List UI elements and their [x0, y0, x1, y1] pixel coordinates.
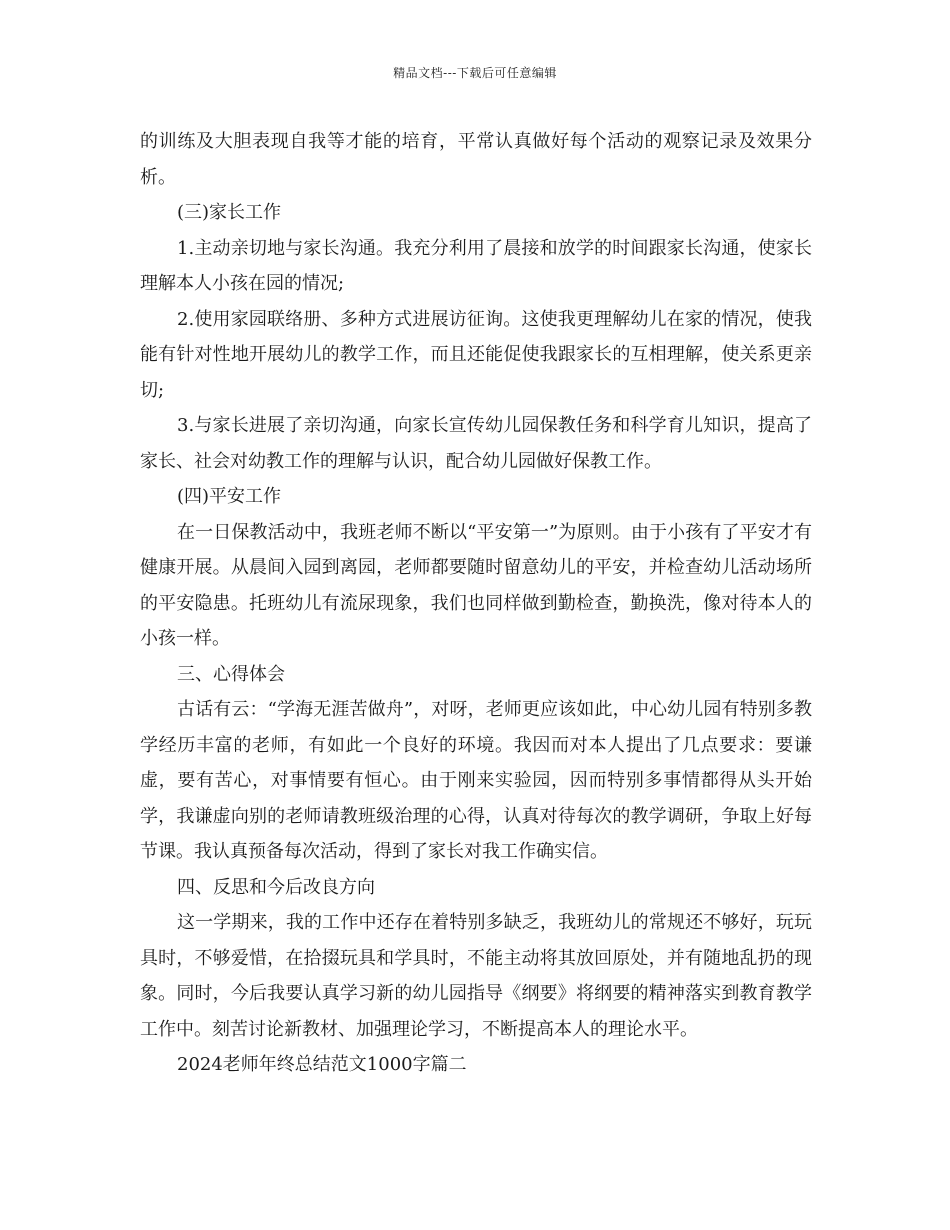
paragraph-parents-3: 3.与家长进展了亲切沟通，向家长宣传幼儿园保教任务和科学育儿知识，提高了家长、社会对幼教工作的理解与认识，配合幼儿园做好保教工作。 — [140, 415, 812, 472]
paragraph-safety: 在一日保教活动中，我班老师不断以“平安第一”为原则。由于小孩有了平安才有健康开展。从晨间入园到离园，老师都要随时留意幼儿的平安，并检查幼儿活动场所的平安隐患。托班幼儿有流尿现象，我们也同样做到勤检查，勤换洗，像对待本人的小孩一样。 — [140, 521, 812, 649]
document-body — [140, 124, 812, 1083]
paragraph-parents-2: 2.使用家园联络册、多种方式进展访征询。这使我更理解幼儿在家的情况，使我能有针对性地开展幼儿的教学工作，而且还能促使我跟家长的互相理解，使关系更亲切; — [140, 308, 812, 401]
section-title-part-two: 2024老师年终总结范文1000字篇二 — [177, 1054, 467, 1075]
section-heading-safety: (四)平安工作 — [177, 486, 282, 507]
paragraph-parents-1: 1.主动亲切地与家长沟通。我充分利用了晨接和放学的时间跟家长沟通，使家长理解本人小孩在园的情况; — [140, 237, 812, 294]
paragraph-reflection: 这一学期来，我的工作中还存在着特别多缺乏，我班幼儿的常规还不够好，玩玩具时，不够爱惜，在拾掇玩具和学具时，不能主动将其放回原处，并有随地乱扔的现象。同时，今后我要认真学习新的幼儿园指导《纲要》将纲要的精神落实到教育教学工作中。刻苦讨论新教材、加强理论学习，不断提高本人的理论水平。 — [140, 912, 812, 1040]
section-heading-reflection: 四、反思和今后改良方向 — [177, 876, 375, 898]
section-heading-experience: 三、心得体会 — [177, 663, 285, 685]
paragraph-experience: 古话有云：“学海无涯苦做舟”，对呀，老师更应该如此，中心幼儿园有特别多教学经历丰富的老师，有如此一个良好的环境。我因而对本人提出了几点要求：要谦虚，要有苦心，对事情要有恒心。由于刚来实验园，因而特别多事情都得从头开始学，我谦虚向别的老师请教班级治理的心得，认真对待每次的教学调研，争取上好每节课。我认真预备每次活动，得到了家长对我工作确实信。 — [140, 699, 812, 862]
paragraph-continued: 的训练及大胆表现自我等才能的培育，平常认真做好每个活动的观察记录及效果分析。 — [140, 131, 812, 188]
page-header: 精品文档---下载后可任意编辑 — [393, 66, 557, 80]
section-heading-parents: (三)家长工作 — [177, 202, 282, 223]
